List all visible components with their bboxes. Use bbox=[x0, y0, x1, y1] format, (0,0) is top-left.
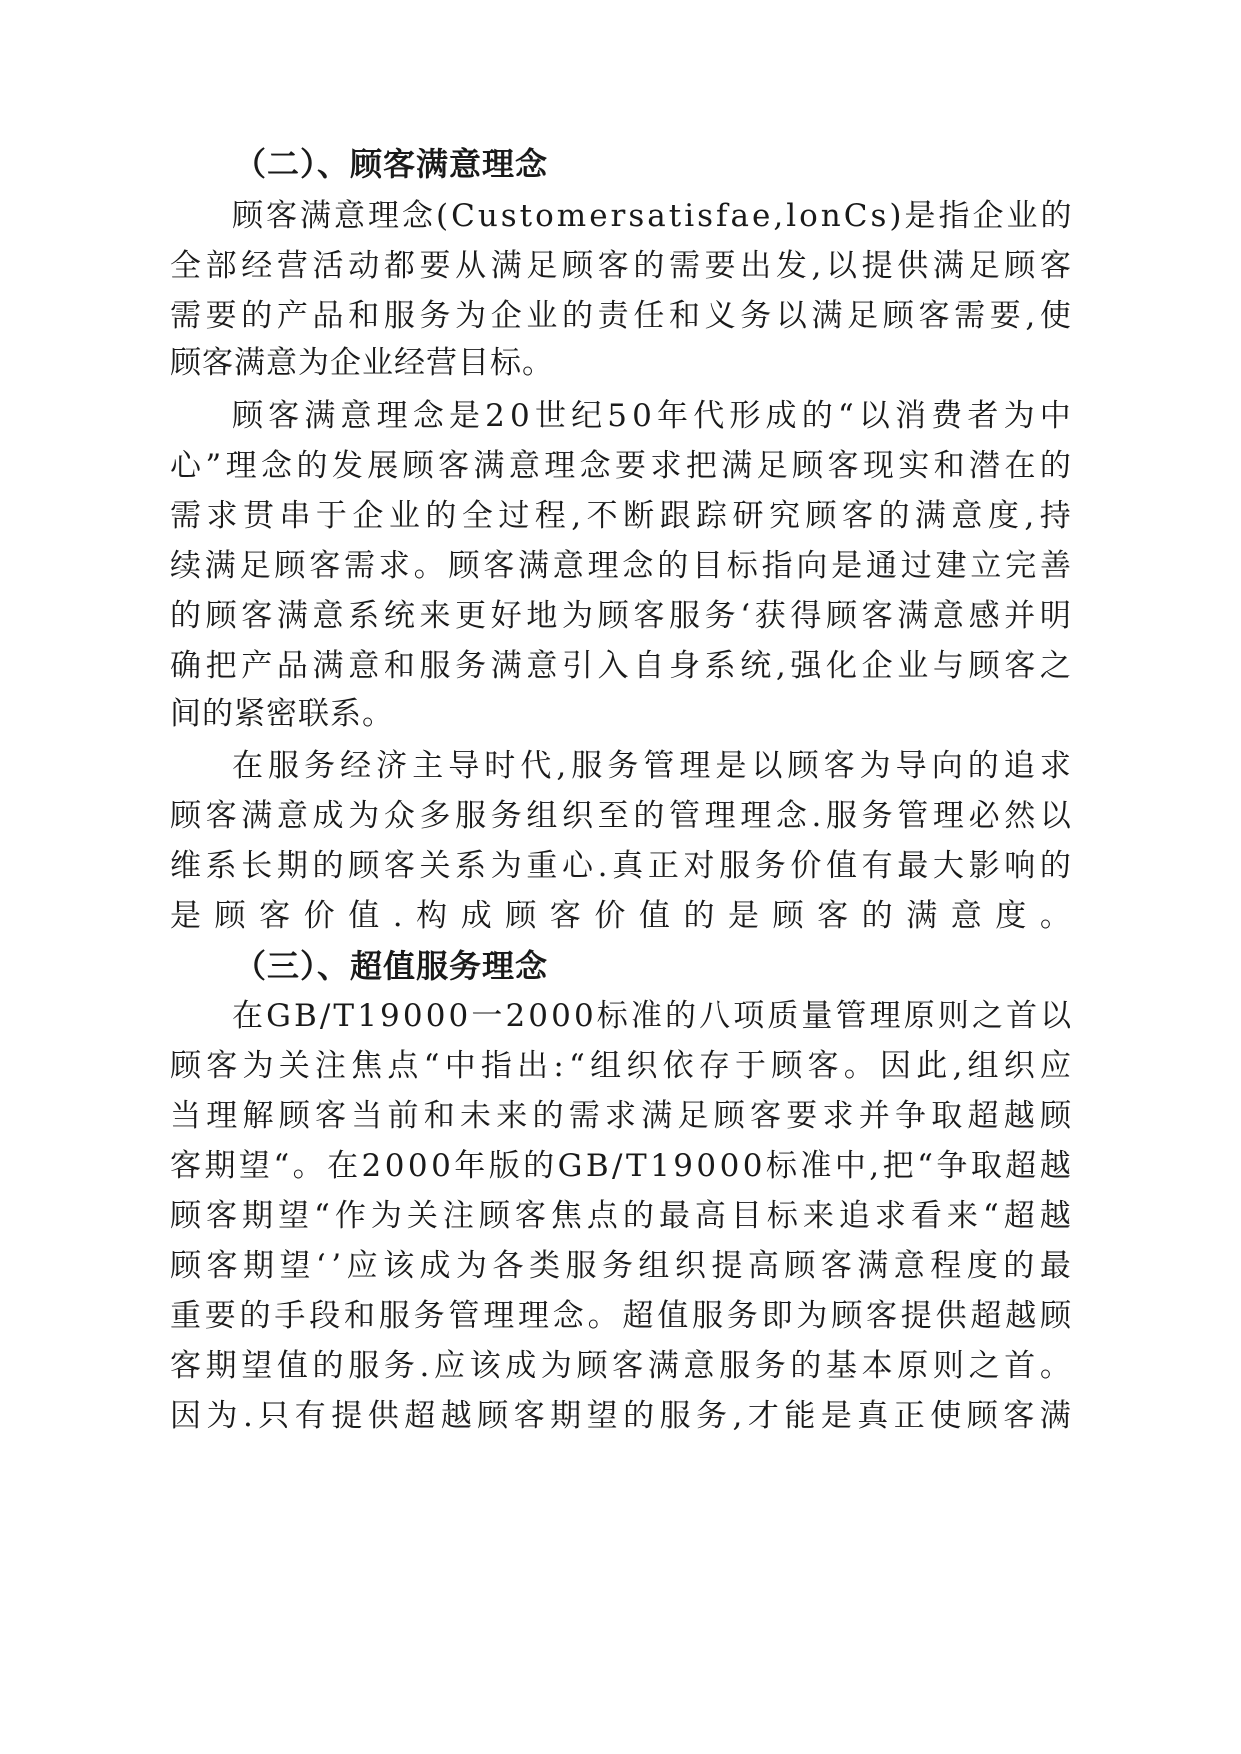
paragraph-line: 在GB/T19000一2000标准的八项质量管理原则之首以 bbox=[232, 998, 1075, 1034]
paragraph-line: 的顾客满意系统来更好地为顾客服务‘获得顾客满意感并明 bbox=[170, 598, 1076, 634]
paragraph-line: 顾客期望‘’应该成为各类服务组织提高顾客满意程度的最 bbox=[170, 1248, 1077, 1284]
paragraph-line: 客期望值的服务.应该成为顾客满意服务的基本原则之首。 bbox=[170, 1348, 1076, 1384]
paragraph-line: 确把产品满意和服务满意引入自身系统,强化企业与顾客之 bbox=[170, 648, 1076, 684]
section-heading: （三）、超值服务理念 bbox=[234, 947, 549, 985]
paragraph-line: 顾客为关注焦点“中指出:“组织依存于顾客。因此,组织应 bbox=[170, 1048, 1077, 1084]
paragraph-line: 心”理念的发展顾客满意理念要求把满足顾客现实和潜在的 bbox=[170, 448, 1076, 484]
paragraph-line: 因为.只有提供超越顾客期望的服务,才能是真正使顾客满 bbox=[170, 1398, 1077, 1434]
paragraph-line: 续满足顾客需求。顾客满意理念的目标指向是通过建立完善 bbox=[170, 548, 1075, 584]
paragraph-line: 维系长期的顾客关系为重心.真正对服务价值有最大影响的 bbox=[170, 848, 1076, 884]
paragraph-line: 需求贯串于企业的全过程,不断跟踪研究顾客的满意度,持 bbox=[170, 498, 1077, 534]
paragraph-line: 间的紧密联系。 bbox=[170, 696, 394, 732]
paragraph-line: 顾客满意为企业经营目标。 bbox=[170, 345, 554, 381]
paragraph-line: 是顾客价值.构成顾客价值的是顾客的满意度。 bbox=[170, 898, 1085, 934]
paragraph-line: 全部经营活动都要从满足顾客的需要出发,以提供满足顾客 bbox=[170, 248, 1076, 284]
paragraph-line: 当理解顾客当前和未来的需求满足顾客要求并争取超越顾 bbox=[170, 1098, 1077, 1134]
paragraph-line: 顾客期望“作为关注顾客焦点的最高目标来追求看来“超越 bbox=[170, 1198, 1076, 1234]
paragraph-line: 顾客满意理念是20世纪50年代形成的“以消费者为中 bbox=[232, 398, 1076, 434]
paragraph-line: 顾客满意成为众多服务组织至的管理理念.服务管理必然以 bbox=[170, 798, 1076, 834]
paragraph-line: 顾客满意理念(Customersatisfae,lonCs)是指企业的 bbox=[232, 198, 1075, 234]
paragraph-line: 重要的手段和服务管理理念。超值服务即为顾客提供超越顾 bbox=[170, 1298, 1075, 1334]
paragraph-line: 需要的产品和服务为企业的责任和义务以满足顾客需要,使 bbox=[170, 298, 1076, 334]
section-heading: （二）、顾客满意理念 bbox=[234, 145, 549, 183]
paragraph-line: 在服务经济主导时代,服务管理是以顾客为导向的追求 bbox=[232, 748, 1076, 784]
paragraph-line: 客期望“。在2000年版的GB/T19000标准中,把“争取超越 bbox=[170, 1148, 1075, 1184]
